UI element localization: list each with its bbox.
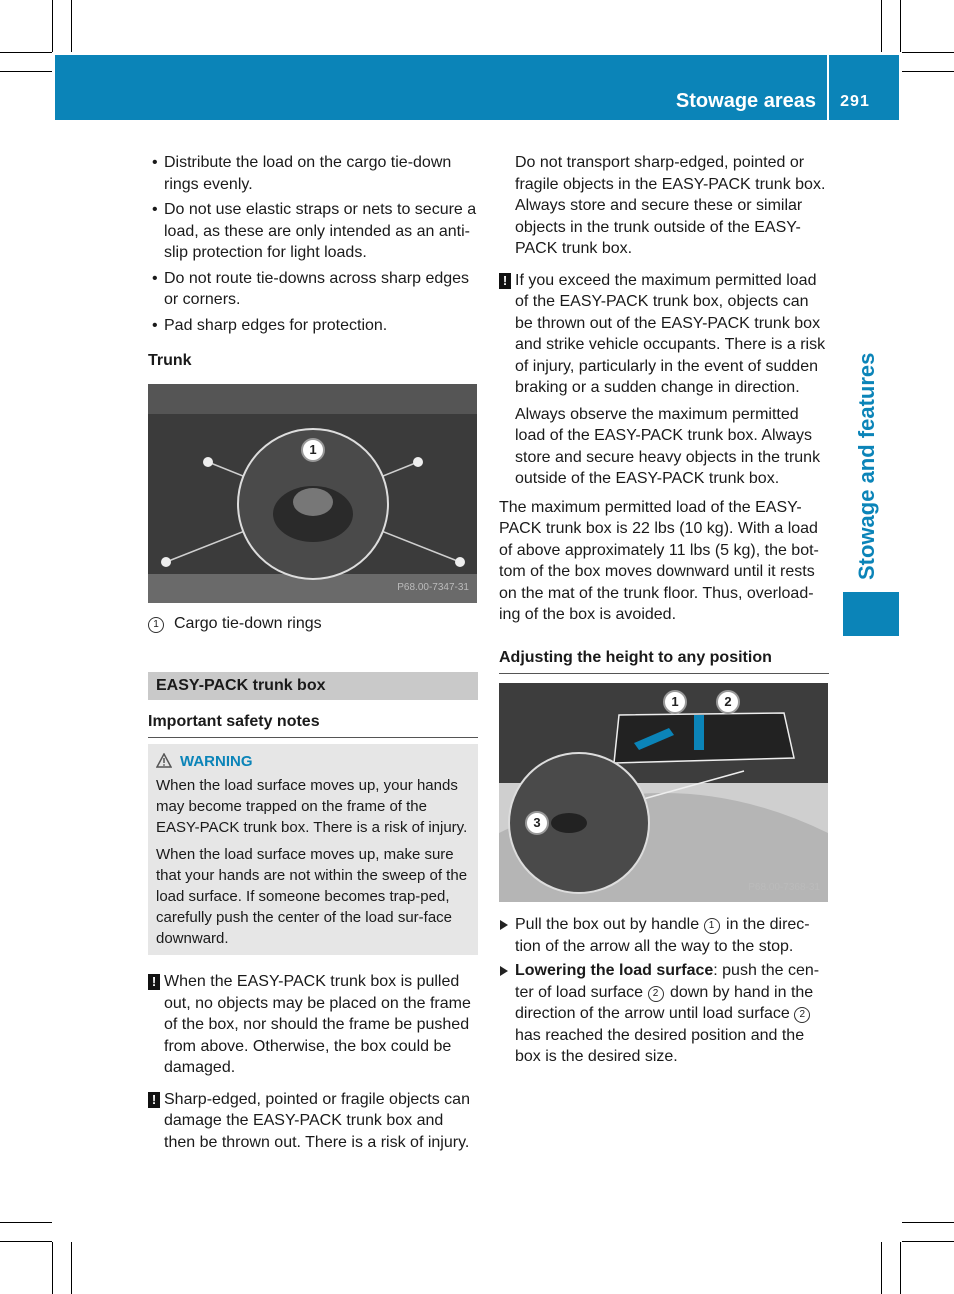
side-tab-label: Stowage and features: [854, 352, 879, 580]
crop-mark: [0, 1241, 52, 1242]
exclamation-icon: !: [148, 974, 160, 990]
step-item: Pull the box out by handle 1 in the direc-tion of the arrow all the way to the stop.: [499, 914, 829, 957]
crop-mark: [0, 71, 52, 72]
step-marker: 2: [648, 986, 664, 1002]
warning-text: When the load surface moves up, make sure that your hands are not within the sweep of the load surface. If someone becomes trap-ped, carefully push the center of the load sur-face downward.: [156, 846, 468, 947]
crop-mark: [881, 1242, 882, 1294]
bullet-item: • Do not route tie-downs across sharp edges or corners.: [152, 269, 470, 308]
warning-header: [156, 751, 470, 772]
note-item: ! If you exceed the maximum permitted load of the EASY-PACK trunk box, objects can be thrown out of the EASY-PACK trunk box and strike vehicle occupants. There is a risk of injury, particularly in the event of sudden braking or a sudden change in direction.: [499, 270, 829, 399]
callout-1: 1: [301, 438, 325, 462]
warning-text: When the load surface moves up, your hands may become trapped on the frame of the EASY-PACK trunk box. There is a risk of injury.: [156, 777, 468, 836]
section-title: Stowage areas: [675, 90, 816, 112]
bullet-item: • Pad sharp edges for protection.: [152, 316, 388, 334]
caption-text: Cargo tie-down rings: [174, 614, 322, 632]
figure-caption: [148, 613, 478, 635]
trunk-heading: Trunk: [148, 352, 192, 369]
note-continuation: Always observe the maximum permitted load of the EASY-PACK trunk box. Always store and secure heavy objects in the trunk outside of the EASY-PACK trunk box.: [515, 405, 821, 487]
warning-triangle-icon: [156, 753, 172, 768]
step-marker: 1: [704, 918, 720, 934]
arrow-right-icon: [500, 966, 508, 976]
crop-mark: [900, 1242, 901, 1294]
bullet-item: • Distribute the load on the cargo tie-down rings evenly.: [152, 154, 452, 193]
header-divider: [827, 55, 829, 120]
crop-mark: [902, 52, 954, 53]
note-item: ! When the EASY-PACK trunk box is pulled out, no objects may be placed on the frame of the box, nor should the frame be pushed from above. Otherwise, the box could be damaged.: [148, 971, 478, 1079]
note-continuation: Do not transport sharp-edged, pointed or fragile objects in the EASY-PACK trunk box. Always store and secure these or similar objects in the trunk outside of the EASY-PACK trunk box.: [515, 154, 826, 257]
callout-1: 1: [663, 690, 687, 714]
crop-mark: [881, 0, 882, 52]
easy-pack-figure: [499, 683, 828, 902]
figure-code: P68.00-7347-31: [397, 582, 469, 593]
crop-mark: [52, 1242, 53, 1294]
crop-mark: [0, 52, 52, 53]
load-paragraph: The maximum permitted load of the EASY-PACK trunk box is 22 lbs (10 kg). With a load of above approximately 11 lbs (5 kg), the bot-tom of the box moves downward until it rests on the mat of the trunk floor. Thus, overload-ing of the box is avoided.: [499, 498, 819, 623]
right-column: [499, 152, 829, 1068]
trunk-figure: [148, 384, 477, 603]
crop-mark: [902, 71, 954, 72]
adjust-subheading: Adjusting the height to any position: [499, 647, 829, 675]
crop-mark: [902, 1222, 954, 1223]
exclamation-icon: !: [148, 1092, 160, 1108]
section-heading: EASY-PACK trunk box: [148, 672, 478, 700]
arrow-right-icon: [500, 920, 508, 930]
warning-title: WARNING: [180, 753, 253, 770]
safety-subheading: Important safety notes: [148, 711, 478, 739]
crop-mark: [900, 0, 901, 52]
easy-pack-illustration: [499, 683, 828, 902]
exclamation-icon: !: [499, 273, 511, 289]
crop-mark: [52, 0, 53, 52]
callout-2: 2: [716, 690, 740, 714]
crop-mark: [71, 1242, 72, 1294]
bullet-item: • Do not use elastic straps or nets to secure a load, as these are only intended as an anti-slip protection for light loads.: [152, 201, 477, 261]
crop-mark: [902, 1241, 954, 1242]
step-item: Lowering the load surface: push the cen-ter of load surface 2 down by hand in the direction of the arrow until load surface 2 has reached the desired position and the box is the desired size.: [499, 960, 829, 1068]
side-tab-marker: [843, 592, 899, 636]
callout-3: 3: [525, 811, 549, 835]
note-item: ! Sharp-edged, pointed or fragile objects can damage the EASY-PACK trunk box and then be thrown out. There is a risk of injury.: [148, 1089, 478, 1154]
trunk-illustration: [148, 384, 477, 603]
left-column: [148, 152, 478, 1153]
step-marker: 2: [794, 1007, 810, 1023]
caption-marker: 1: [148, 617, 164, 633]
page-number: 291: [840, 93, 870, 110]
warning-box: [148, 744, 478, 955]
crop-mark: [0, 1222, 52, 1223]
crop-mark: [71, 0, 72, 52]
figure-code: P68.00-7368-31: [748, 881, 820, 893]
